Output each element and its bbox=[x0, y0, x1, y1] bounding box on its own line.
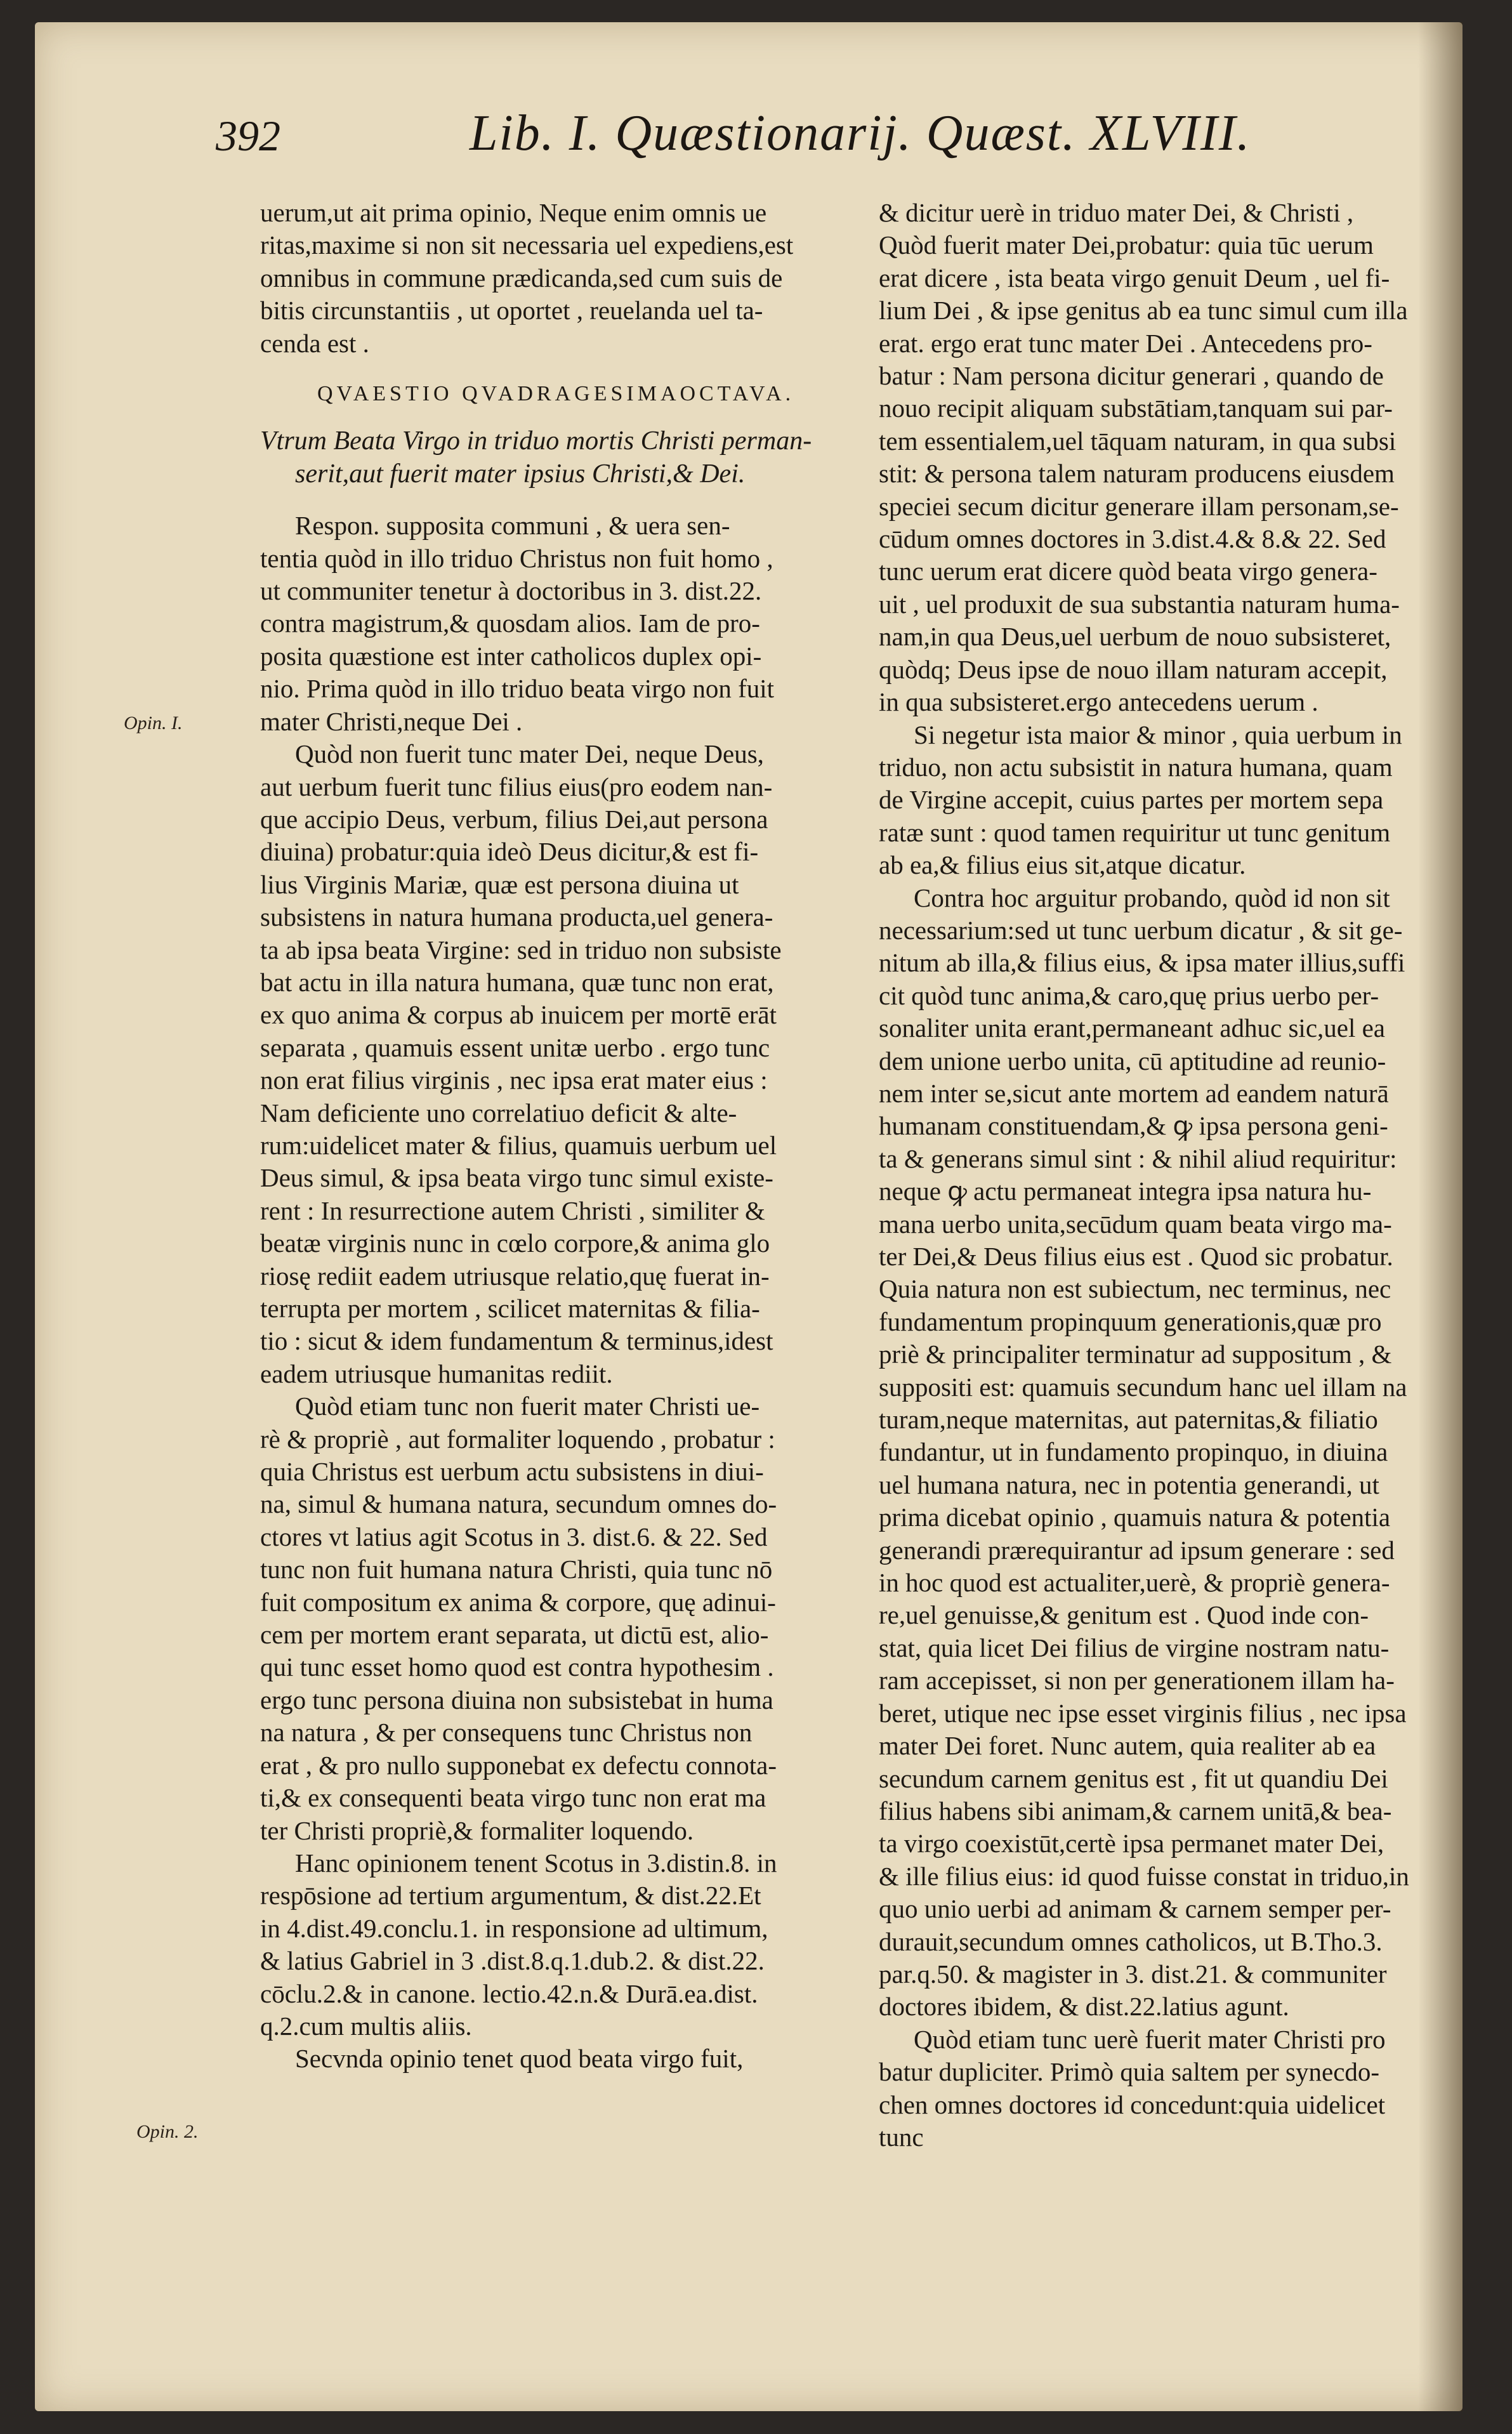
text-line: ti,& ex consequenti beata virgo tunc non erat ma bbox=[260, 1783, 766, 1813]
text-line: Quòd non fuerit tunc mater Dei, neque Deus, bbox=[295, 739, 764, 769]
text-line: ta virgo coexistūt,certè ipsa permanet mater Dei, bbox=[879, 1829, 1384, 1858]
text-line: ter Christi propriè,& formaliter loquendo. bbox=[260, 1815, 694, 1845]
text-line: non erat filius virginis , nec ipsa erat mater eius : bbox=[260, 1065, 768, 1095]
text-line: fundantur, ut in fundamento propinquo, in diuina bbox=[879, 1437, 1388, 1467]
text-line: Nam deficiente uno correlatiuo deficit & alte- bbox=[260, 1098, 737, 1128]
text-line: durauit,secundum omnes catholicos, ut B.Tho.3. bbox=[879, 1926, 1383, 1956]
text-line: chen omnes doctores id concedunt:quia uidelicet bbox=[879, 2089, 1386, 2119]
text-line: ta & generans simul sint : & nihil aliud requiritur: bbox=[879, 1143, 1397, 1173]
text-line: tunc non fuit humana natura Christi, quia tunc nō bbox=[260, 1555, 773, 1584]
text-line: cit quòd tunc anima,& caro,quę prius uerbo per- bbox=[879, 980, 1379, 1010]
text-line: nem inter se,sicut ante mortem ad eandem naturā bbox=[879, 1078, 1389, 1108]
text-line: & latius Gabriel in 3 .dist.8.q.1.dub.2. & dist.22. bbox=[260, 1946, 765, 1976]
text-line: bitis circunstantiis , ut oportet , reuelanda uel ta- bbox=[260, 296, 763, 326]
text-line: aut uerbum fuerit tunc filius eius(pro eodem nan- bbox=[260, 772, 773, 801]
text-line: Si negetur ista maior & minor , quia uerbum in bbox=[914, 720, 1402, 749]
text-line: sonaliter unita erant,permaneant adhuc sic,uel ea bbox=[879, 1013, 1385, 1043]
text-line: separata , quamuis essent unitæ uerbo . ergo tunc bbox=[260, 1032, 770, 1062]
text-line: rent : In resurrectione autem Christi , similiter & bbox=[260, 1195, 765, 1225]
text-line: batur dupliciter. Primò quia saltem per synecdo- bbox=[879, 2057, 1380, 2087]
left-opening-lines bbox=[260, 197, 869, 360]
text-line: Quòd etiam tunc uerè fuerit mater Christi pro bbox=[914, 2024, 1386, 2054]
text-line: nio. Prima quòd in illo triduo beata virgo non fuit bbox=[260, 674, 775, 704]
text-line: suppositi est: quamuis secundum hanc uel illam na bbox=[879, 1372, 1407, 1402]
text-line: & dicitur uerè in triduo mater Dei, & Christi , bbox=[879, 198, 1354, 227]
text-line: nouo recipit aliquam substātiam,tanquam sui par- bbox=[879, 393, 1393, 423]
text-line: fuit compositum ex anima & corpore, quę adinui- bbox=[260, 1587, 776, 1617]
text-line: nam,in qua Deus,uel uerbum de nouo subsisteret, bbox=[879, 622, 1391, 652]
text-line: secundum carnem genitus est , fit ut quandiu Dei bbox=[879, 1763, 1388, 1793]
question-heading bbox=[260, 425, 869, 490]
text-line: contra magistrum,& quosdam alios. Iam de pro- bbox=[260, 608, 760, 638]
text-line: ergo tunc persona diuina non subsistebat in huma bbox=[260, 1685, 773, 1714]
text-line: dem unione uerbo unita, cū aptitudine ad reunio- bbox=[879, 1046, 1386, 1076]
text-line: humanam constituendam,& ꝙ ipsa persona geni- bbox=[879, 1111, 1388, 1141]
text-line: mana uerbo unita,secūdum quam beata virgo ma- bbox=[879, 1209, 1392, 1239]
text-line: ta ab ipsa beata Virgine: sed in triduo non subsiste bbox=[260, 935, 782, 964]
text-line: speciei secum dicitur generare illam personam,se- bbox=[879, 491, 1399, 521]
text-line: Quòd fuerit mater Dei,probatur: quia tūc uerum bbox=[879, 230, 1374, 260]
text-line: ram accepisset, si non per generationem illam ha- bbox=[879, 1666, 1395, 1695]
text-line: erat dicere , ista beata virgo genuit Deum , uel fi- bbox=[879, 263, 1390, 293]
text-line: Vtrum Beata Virgo in triduo mortis Christi perman- bbox=[260, 426, 812, 456]
folio-number: 392 bbox=[216, 112, 280, 160]
text-line: filius habens sibi animam,& carnem unitā,& bea- bbox=[879, 1796, 1392, 1825]
text-line: lium Dei , & ipse genitus ab ea tunc simul cum illa bbox=[879, 296, 1408, 326]
text-line: cenda est . bbox=[260, 328, 369, 358]
text-line: stit: & persona talem naturam producens eiusdem bbox=[879, 459, 1395, 489]
left-body-lines bbox=[260, 510, 869, 2075]
margin-note-opinion-1: Opin. I. bbox=[124, 713, 183, 733]
text-line: batur : Nam persona dicitur generari , quando de bbox=[879, 361, 1384, 391]
text-line: serit,aut fuerit mater ipsius Christi,& Dei. bbox=[295, 459, 746, 489]
right-text-column bbox=[879, 197, 1453, 2154]
text-line: Quòd etiam tunc non fuerit mater Christi ue- bbox=[295, 1391, 760, 1421]
text-line: na natura , & per consequens tunc Christus non bbox=[260, 1718, 753, 1747]
text-line: Quia natura non est subiectum, nec terminus, nec bbox=[879, 1274, 1391, 1304]
text-line: tentia quòd in illo triduo Christus non fuit homo , bbox=[260, 543, 773, 573]
text-line: rum:uidelicet mater & filius, quamuis uerbum uel bbox=[260, 1130, 777, 1160]
text-line: omnibus in commune prædicanda,sed cum suis de bbox=[260, 263, 783, 293]
text-line: uerum,ut ait prima opinio, Neque enim omnis ue bbox=[260, 198, 767, 227]
text-line: ratæ sunt : quod tamen requiritur ut tunc genitum bbox=[879, 817, 1391, 847]
text-line: posita quæstione est inter catholicos duplex opi- bbox=[260, 641, 762, 671]
question-title: QVAESTIO QVADRAGESIMAOCTAVA. bbox=[317, 382, 795, 406]
text-line: quo unio uerbi ad animam & carnem semper per- bbox=[879, 1894, 1391, 1924]
text-line: in 4.dist.49.conclu.1. in responsione ad ultimum, bbox=[260, 1913, 768, 1943]
text-line: ab ea,& filius eius sit,atque dicatur. bbox=[879, 850, 1246, 880]
text-line: in hoc quod est actualiter,uerè, & propriè genera- bbox=[879, 1568, 1390, 1598]
text-line: generandi prærequirantur ad ipsum generare : sed bbox=[879, 1535, 1395, 1565]
book-page bbox=[35, 22, 1463, 2411]
text-line: tunc bbox=[879, 2122, 924, 2152]
text-line: cōclu.2.& in canone. lectio.42.n.& Durā.ea.dist. bbox=[260, 1978, 758, 2008]
text-line: uit , uel produxit de sua substantia naturam huma- bbox=[879, 589, 1400, 619]
text-line: eadem utriusque humanitas rediit. bbox=[260, 1358, 613, 1388]
page-header bbox=[216, 98, 1294, 168]
text-line: uel humana natura, nec in potentia generandi, ut bbox=[879, 1470, 1379, 1499]
text-line: stat, quia licet Dei filius de virgine nostram natu- bbox=[879, 1633, 1390, 1662]
text-line: erat. ergo erat tunc mater Dei . Antecedens pro- bbox=[879, 328, 1372, 358]
text-line: ex quo anima & corpus ab inuicem per mortē erāt bbox=[260, 1000, 777, 1030]
text-line: na, simul & humana natura, secundum omnes do- bbox=[260, 1489, 777, 1519]
text-line: de Virgine accepit, cuius partes per mortem sepa bbox=[879, 785, 1384, 815]
running-head: Lib. I. Quæstionarij. Quæst. XLVIII. bbox=[470, 105, 1251, 161]
text-line: rè & propriè , aut formaliter loquendo , probatur : bbox=[260, 1424, 775, 1454]
text-line: prima dicebat opinio , quamuis natura & potentia bbox=[879, 1503, 1391, 1532]
text-line: tunc uerum erat dicere quòd beata virgo genera- bbox=[879, 556, 1377, 586]
text-line: mater Christi,neque Dei . bbox=[260, 706, 523, 736]
text-line: Hanc opinionem tenent Scotus in 3.distin.8. in bbox=[295, 1848, 777, 1878]
text-line: nitum ab illa,& filius eius, & ipsa mater illius,suffi bbox=[879, 948, 1405, 978]
text-line: in qua subsisteret.ergo antecedens uerum . bbox=[879, 687, 1318, 717]
text-line: re,uel genuisse,& genitum est . Quod inde con- bbox=[879, 1600, 1369, 1630]
text-line: beret, utique nec ipse esset virginis filius , nec ipsa bbox=[879, 1698, 1407, 1728]
text-line: que accipio Deus, verbum, filius Dei,aut persona bbox=[260, 804, 768, 834]
text-line: par.q.50. & magister in 3. dist.21. & communiter bbox=[879, 1959, 1387, 1989]
text-line: ritas,maxime si non sit necessaria uel expediens,est bbox=[260, 230, 794, 260]
heading-spacer bbox=[260, 490, 869, 510]
text-line: cem per mortem erant separata, ut dictū est, alio- bbox=[260, 1620, 769, 1650]
text-line: quòdq; Deus ipse de nouo illam naturam accepit, bbox=[879, 654, 1388, 684]
text-line: triduo, non actu subsistit in natura humana, quam bbox=[879, 752, 1393, 782]
text-line: respōsione ad tertium argumentum, & dist.22.Et bbox=[260, 1881, 761, 1911]
text-line: ctores vt latius agit Scotus in 3. dist.6. & 22. Sed bbox=[260, 1522, 768, 1551]
text-line: ter Dei,& Deus filius eius est . Quod sic probatur. bbox=[879, 1242, 1393, 1271]
text-line: fundamentum propinquum generationis,quæ pro bbox=[879, 1306, 1382, 1336]
text-line: subsistens in natura humana producta,uel genera- bbox=[260, 902, 773, 932]
text-line: erat , & pro nullo supponebat ex defectu connota- bbox=[260, 1750, 777, 1780]
text-line: Respon. supposita communi , & uera sen- bbox=[295, 511, 730, 541]
text-line: terrupta per mortem , scilicet maternitas & filia- bbox=[260, 1294, 760, 1323]
text-line: bat actu in illa natura humana, quæ tunc non erat, bbox=[260, 967, 774, 997]
text-line: lius Virginis Mariæ, quæ est persona diuina ut bbox=[260, 869, 739, 899]
left-text-column bbox=[260, 197, 869, 2075]
text-line: priè & principaliter terminatur ad suppositum , & bbox=[879, 1339, 1392, 1369]
text-line: quia Christus est uerbum actu subsistens in diui- bbox=[260, 1457, 764, 1487]
text-line: & ille filius eius: id quod fuisse constat in triduo,in bbox=[879, 1861, 1409, 1891]
text-line: cūdum omnes doctores in 3.dist.4.& 8.& 22. Sed bbox=[879, 524, 1386, 554]
text-line: mater Dei foret. Nunc autem, quia realiter ab ea bbox=[879, 1731, 1376, 1761]
text-line: diuina) probatur:quia ideò Deus dicitur,& est fi- bbox=[260, 837, 759, 867]
text-line: Contra hoc arguitur probando, quòd id non sit bbox=[914, 883, 1390, 912]
text-line: beatæ virginis nunc in cœlo corpore,& anima glo bbox=[260, 1228, 770, 1258]
text-line: qui tunc esset homo quod est contra hypothesim . bbox=[260, 1652, 774, 1682]
text-line: ut communiter tenetur à doctoribus in 3. dist.22. bbox=[260, 576, 762, 606]
text-line: tio : sicut & idem fundamentum & terminus,idest bbox=[260, 1326, 773, 1356]
text-line: Deus simul, & ipsa beata virgo tunc simul existe- bbox=[260, 1163, 773, 1193]
text-line: neque ꝙ actu permaneat integra ipsa natura hu- bbox=[879, 1176, 1372, 1206]
text-line: necessarium:sed ut tunc uerbum dicatur , & sit ge- bbox=[879, 915, 1403, 945]
text-line: doctores ibidem, & dist.22.latius agunt. bbox=[879, 1992, 1289, 2022]
text-line: q.2.cum multis aliis. bbox=[260, 2011, 472, 2041]
text-line: tem essentialem,uel tāquam naturam, in qua subsi bbox=[879, 426, 1397, 456]
margin-note-opinion-2: Opin. 2. bbox=[136, 2121, 199, 2142]
text-line: turam,neque maternitas, aut paternitas,& filiatio bbox=[879, 1405, 1378, 1435]
text-line: Secvnda opinio tenet quod beata virgo fuit, bbox=[295, 2044, 744, 2074]
text-line: riosę rediit eadem utriusque relatio,quę fuerat in- bbox=[260, 1261, 770, 1291]
